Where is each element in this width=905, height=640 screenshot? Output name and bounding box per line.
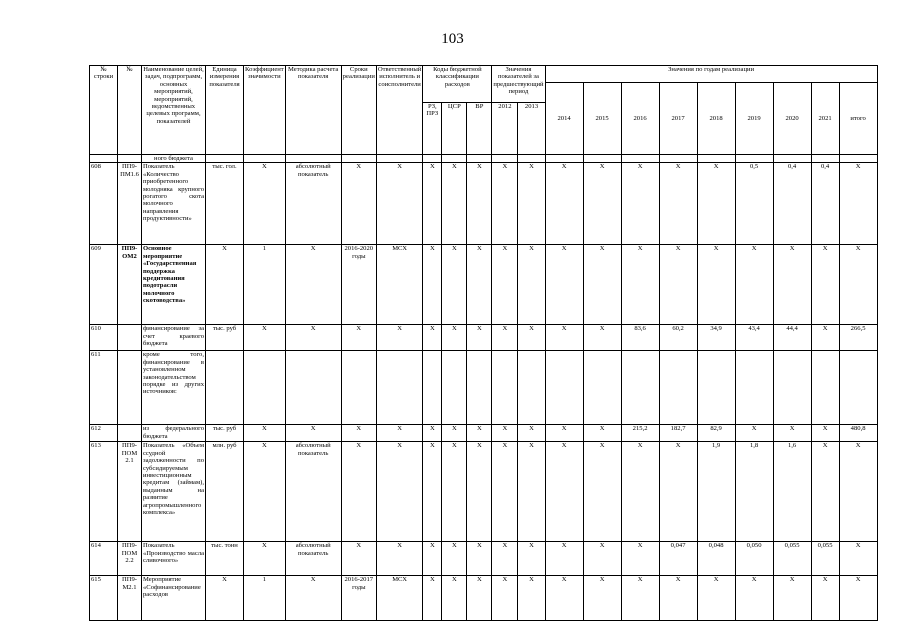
cell-year-2016: 83,6: [621, 325, 659, 351]
hdr-name: Наименование целей, задач, подпрограмм, основных мероприятий, мероприятий, ведомственных целевых программ, показателей: [142, 66, 206, 155]
cell-rz: X: [423, 163, 442, 245]
hdr-2021: 2021: [811, 83, 839, 155]
cell-terms: X: [341, 542, 376, 576]
page-number: 103: [441, 31, 464, 47]
cell-resp: МСХ: [376, 245, 422, 325]
cell-resp: X: [376, 163, 422, 245]
cell-no: ПП9-ПОМ 2.2: [118, 542, 142, 576]
cell-year-2013: X: [518, 576, 545, 621]
hdr-prev-values: Значения показателей за предшествующий период: [492, 66, 545, 103]
cell-year-2015: X: [583, 542, 621, 576]
cell-row: 612: [90, 425, 118, 442]
cell-year-2016: X: [621, 163, 659, 245]
cell-csr: X: [442, 163, 467, 245]
cell-resp: МСХ: [376, 576, 422, 621]
hdr-no: №: [118, 66, 142, 155]
cell-year-2015: X: [583, 325, 621, 351]
cell-no: ПП9-ПМ1.6: [118, 163, 142, 245]
cell-year-2021: X: [811, 576, 839, 621]
hdr-2014: 2014: [545, 83, 583, 155]
cell-terms: 2016-2020 годы: [341, 245, 376, 325]
hdr-vr: ВР: [467, 103, 492, 155]
cell-row: 615: [90, 576, 118, 621]
cell-method: X: [285, 325, 341, 351]
cell-year-2012: X: [492, 576, 518, 621]
cell-rz: X: [423, 576, 442, 621]
cell-rz: X: [423, 245, 442, 325]
cell-unit: X: [206, 245, 244, 325]
cell-year-2018: 34,9: [697, 325, 735, 351]
cell-vr: X: [467, 163, 492, 245]
cell-vr: X: [467, 245, 492, 325]
cell-year-2017: X: [659, 163, 697, 245]
cell-total: [839, 351, 877, 425]
cell-no: ПП9-М2.1: [118, 576, 142, 621]
hdr-resp: Ответственный исполнитель и соисполнители: [376, 66, 422, 155]
cell-method: абсолютный показатель: [285, 442, 341, 542]
hdr-total: итого: [839, 83, 877, 155]
cell-year-2014: X: [545, 245, 583, 325]
cell-year-2020: 1,6: [773, 442, 811, 542]
cell-coef: X: [244, 425, 286, 442]
cell-vr: X: [467, 542, 492, 576]
indicators-table: [89, 65, 878, 621]
cell-year-2013: X: [518, 442, 545, 542]
cell-year-2017: 182,7: [659, 425, 697, 442]
cell-no: ПП9-ПОМ 2.1: [118, 442, 142, 542]
hdr-years-values: Значения по годам реализации: [545, 66, 877, 83]
table-row: [90, 425, 878, 442]
cell-method: абсолютный показатель: [285, 163, 341, 245]
header-row-1: [90, 66, 878, 83]
cell-terms: X: [341, 425, 376, 442]
table-row: [90, 163, 878, 245]
cell-coef: X: [244, 542, 286, 576]
cell-year-2013: X: [518, 325, 545, 351]
cell-coef: 1: [244, 245, 286, 325]
cell-resp: X: [376, 442, 422, 542]
cell-vr: [467, 351, 492, 425]
cell-year-2020: 44,4: [773, 325, 811, 351]
cell-vr: X: [467, 325, 492, 351]
cell-unit: млн. руб: [206, 442, 244, 542]
cell-year-2014: X: [545, 542, 583, 576]
cell-resp: X: [376, 325, 422, 351]
cell-rz: X: [423, 425, 442, 442]
cell-year-2019: [735, 351, 773, 425]
cell-terms: X: [341, 163, 376, 245]
cell-method: абсолютный показатель: [285, 542, 341, 576]
cell-year-2014: X: [545, 576, 583, 621]
cell-total: X: [839, 163, 877, 245]
hdr-2020: 2020: [773, 83, 811, 155]
cell-csr: X: [442, 576, 467, 621]
cell-year-2016: 215,2: [621, 425, 659, 442]
cell-year-2015: X: [583, 425, 621, 442]
cell-year-2021: X: [811, 245, 839, 325]
cell-terms: X: [341, 442, 376, 542]
cell-year-2019: 0,5: [735, 163, 773, 245]
cell-year-2015: X: [583, 163, 621, 245]
cell-year-2020: [773, 351, 811, 425]
hdr-2016: 2016: [621, 83, 659, 155]
cell-year-2019: 43,4: [735, 325, 773, 351]
hdr-2018: 2018: [697, 83, 735, 155]
cell-year-2021: 0,055: [811, 542, 839, 576]
cell-year-2014: [545, 351, 583, 425]
cell-unit: тыс. руб: [206, 325, 244, 351]
table-row: [90, 442, 878, 542]
cell-coef: X: [244, 163, 286, 245]
table-row: [90, 576, 878, 621]
cell-year-2012: X: [492, 542, 518, 576]
cell-year-2019: 1,8: [735, 442, 773, 542]
cell-no: [118, 325, 142, 351]
cell-name: Показатель «Производство масла сливочного»: [142, 542, 206, 576]
cell-csr: X: [442, 442, 467, 542]
cell-year-2013: X: [518, 163, 545, 245]
cell-coef: 1: [244, 576, 286, 621]
cell-year-2017: 60,2: [659, 325, 697, 351]
cell-no: ПП9-ОМ2: [118, 245, 142, 325]
cell-year-2014: X: [545, 163, 583, 245]
cell-year-2018: 82,9: [697, 425, 735, 442]
cell-year-2013: X: [518, 425, 545, 442]
hdr-2013: 2013: [518, 103, 545, 155]
cell-total: X: [839, 442, 877, 542]
cell-unit: тыс. руб: [206, 425, 244, 442]
cell-year-2012: X: [492, 442, 518, 542]
hdr-2012: 2012: [492, 103, 518, 155]
cell-year-2020: 0,4: [773, 163, 811, 245]
cell-vr: X: [467, 425, 492, 442]
cell-year-2019: X: [735, 425, 773, 442]
cell-year-2012: [492, 351, 518, 425]
cell-rz: [423, 351, 442, 425]
cell-year-2018: [697, 351, 735, 425]
hdr-coef: Коэффициент значимости: [244, 66, 286, 155]
hdr-unit: Единица измерения показателя: [206, 66, 244, 155]
cell-method: X: [285, 576, 341, 621]
cell-year-2020: X: [773, 245, 811, 325]
cell-rz: X: [423, 542, 442, 576]
cell-no: [118, 351, 142, 425]
cell-csr: X: [442, 245, 467, 325]
cell-csr: [442, 351, 467, 425]
cell-csr: X: [442, 542, 467, 576]
cell-year-2016: X: [621, 542, 659, 576]
cell-vr: X: [467, 442, 492, 542]
cell-year-2017: 0,047: [659, 542, 697, 576]
cell-name: Показатель «Количество приобретенного молодняка крупного рогатого скота молочного направления продуктивности»: [142, 163, 206, 245]
cell-year-2017: X: [659, 442, 697, 542]
cell-row: 609: [90, 245, 118, 325]
cell-year-2017: X: [659, 245, 697, 325]
cell-year-2012: X: [492, 325, 518, 351]
cell-resp: [376, 351, 422, 425]
cell-year-2013: X: [518, 245, 545, 325]
cell-rz: X: [423, 325, 442, 351]
cell-year-2012: X: [492, 163, 518, 245]
cell-year-2012: X: [492, 245, 518, 325]
cell-year-2021: 0,4: [811, 163, 839, 245]
cell-year-2015: [583, 351, 621, 425]
cell-csr: X: [442, 325, 467, 351]
hdr-2017: 2017: [659, 83, 697, 155]
cell-coef: [244, 351, 286, 425]
hdr-2019: 2019: [735, 83, 773, 155]
cell-no: [118, 425, 142, 442]
hdr-row-no: № строки: [90, 66, 118, 155]
cell-year-2016: X: [621, 442, 659, 542]
hdr-budget-codes: Коды бюджетной классификации расходов: [423, 66, 492, 103]
cell-csr: X: [442, 425, 467, 442]
continuation-row: [90, 155, 878, 163]
cell-year-2014: X: [545, 325, 583, 351]
cell-total: 480,8: [839, 425, 877, 442]
cell-rz: X: [423, 442, 442, 542]
cell-year-2019: 0,050: [735, 542, 773, 576]
cell-terms: 2016-2017 годы: [341, 576, 376, 621]
cell-vr: X: [467, 576, 492, 621]
cell-year-2015: X: [583, 245, 621, 325]
cell-resp: X: [376, 542, 422, 576]
cell-coef: X: [244, 442, 286, 542]
cell-total: 266,5: [839, 325, 877, 351]
cell-row: 613: [90, 442, 118, 542]
cell-name: кроме того, финансирование в установленном законодательством порядке из других источников:: [142, 351, 206, 425]
cell-year-2021: X: [811, 425, 839, 442]
cell-year-2015: X: [583, 442, 621, 542]
cell-name: из федерального бюджета: [142, 425, 206, 442]
cell-name: Показатель «Объем ссудной задолженности по субсидируемым инвестиционным кредитам (займам), выданным на развитие агропромышленного комплекса»: [142, 442, 206, 542]
cell-year-2018: X: [697, 163, 735, 245]
cell-year-2016: X: [621, 245, 659, 325]
cell-year-2021: X: [811, 442, 839, 542]
cell-unit: тыс. гол.: [206, 163, 244, 245]
cell-year-2018: X: [697, 245, 735, 325]
cell-year-2012: X: [492, 425, 518, 442]
table-row: [90, 245, 878, 325]
hdr-terms: Сроки реализации: [341, 66, 376, 155]
cell-name: Мероприятие «Софинансирование расходов: [142, 576, 206, 621]
cell-terms: X: [341, 325, 376, 351]
cell-name: финансирование за счет краевого бюджета: [142, 325, 206, 351]
cell-row: 614: [90, 542, 118, 576]
table-row: [90, 542, 878, 576]
cell-name: Основное мероприятие «Государственная поддержка кредитования подотрасли молочного скотоводства»: [142, 245, 206, 325]
cell-year-2018: 1,9: [697, 442, 735, 542]
cell-year-2018: 0,048: [697, 542, 735, 576]
cell-year-2017: X: [659, 576, 697, 621]
cell-coef: X: [244, 325, 286, 351]
cell-method: [285, 351, 341, 425]
cell-row: 608: [90, 163, 118, 245]
hdr-rz: РЗ, ПРЗ: [423, 103, 442, 155]
table-row: [90, 351, 878, 425]
cell-method: X: [285, 425, 341, 442]
cell-method: X: [285, 245, 341, 325]
cell-unit: [206, 351, 244, 425]
cell-year-2013: X: [518, 542, 545, 576]
cell-resp: X: [376, 425, 422, 442]
cell-year-2020: X: [773, 425, 811, 442]
cell-year-2016: [621, 351, 659, 425]
cell-year-2019: X: [735, 576, 773, 621]
cell-year-2014: X: [545, 442, 583, 542]
cell-year-2016: X: [621, 576, 659, 621]
cell-year-2020: X: [773, 576, 811, 621]
table-row: [90, 325, 878, 351]
hdr-csr: ЦСР: [442, 103, 467, 155]
cell-total: X: [839, 245, 877, 325]
cell-year-2015: X: [583, 576, 621, 621]
cell-year-2017: [659, 351, 697, 425]
cell-total: X: [839, 542, 877, 576]
continuation-text: ного бюджета: [142, 155, 206, 163]
cell-terms: [341, 351, 376, 425]
cell-year-2021: X: [811, 325, 839, 351]
cell-year-2019: X: [735, 245, 773, 325]
cell-unit: тыс. тонн: [206, 542, 244, 576]
cell-year-2020: 0,055: [773, 542, 811, 576]
cell-total: X: [839, 576, 877, 621]
cell-year-2018: X: [697, 576, 735, 621]
hdr-2015: 2015: [583, 83, 621, 155]
cell-unit: X: [206, 576, 244, 621]
cell-year-2013: [518, 351, 545, 425]
hdr-method: Методика расчета показателя: [285, 66, 341, 155]
cell-row: 611: [90, 351, 118, 425]
cell-year-2014: X: [545, 425, 583, 442]
cell-year-2021: [811, 351, 839, 425]
cell-row: 610: [90, 325, 118, 351]
